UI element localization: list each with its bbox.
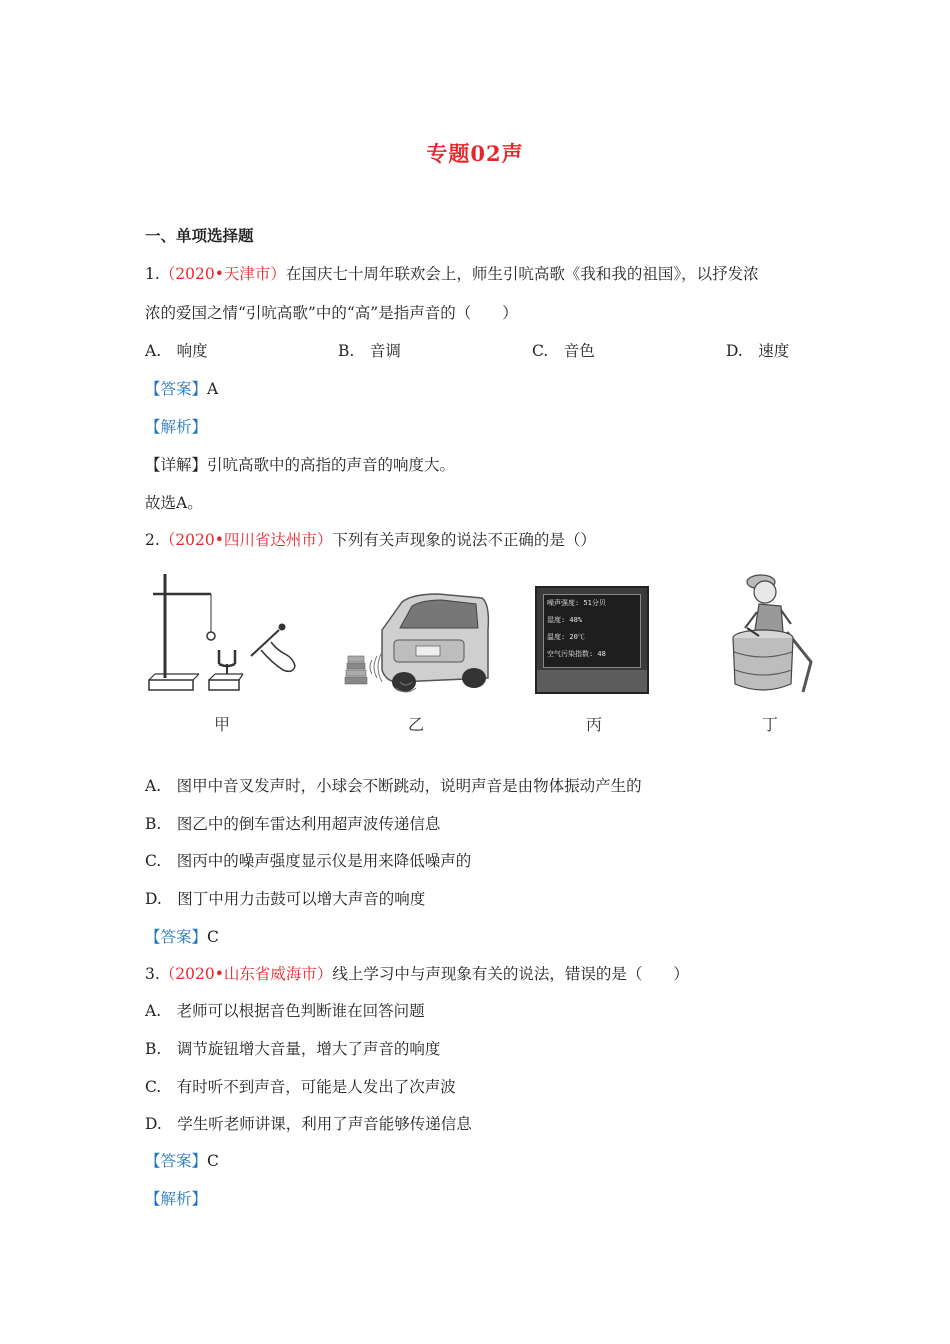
display-row: 湿度: 48% <box>547 616 583 624</box>
q2-option-b: B. 图乙中的倒车雷达利用超声波传递信息 <box>145 815 441 833</box>
q2-answer <box>145 927 219 947</box>
question-text: 下列有关声现象的说法不正确的是（） <box>332 531 596 549</box>
q3-analysis-tag: 【解析】 <box>145 1190 208 1208</box>
q2-option-d: D. 图丁中用力击鼓可以增大声音的响度 <box>145 890 426 908</box>
detail-tag: 【详解】 <box>145 456 208 474</box>
question-source: （2020•四川省达州市） <box>159 531 333 549</box>
answer-value: C <box>207 928 219 946</box>
q1-answer <box>145 379 218 399</box>
q3-option-c: C. 有时听不到声音，可能是人发出了次声波 <box>145 1078 456 1096</box>
display-row: 空气污染指数: 48 <box>547 650 606 658</box>
q1-option-b: B. 音调 <box>338 342 401 360</box>
answer-tag: 【答案】 <box>145 928 208 946</box>
answer-tag: 【答案】 <box>145 380 208 398</box>
detail-text: 引吭高歌中的高指的声音的响度大。 <box>207 456 456 474</box>
question-number: 2. <box>145 531 160 549</box>
answer-value: A <box>207 380 219 398</box>
question-1-line-2: 浓的爱国之情“引吭高歌”中的“高”是指声音的（ ） <box>145 304 518 322</box>
question-text: 在国庆七十周年联欢会上，师生引吭高歌《我和我的祖国》，以抒发浓 <box>285 265 759 283</box>
q3-answer <box>145 1151 219 1171</box>
figure-label-jia: 甲 <box>214 715 231 734</box>
question-text: 线上学习中与声现象有关的说法，错误的是（ ） <box>332 965 689 983</box>
question-3-line <box>145 964 689 984</box>
q1-option-c: C. 音色 <box>532 342 595 360</box>
question-1-line-1 <box>145 264 759 284</box>
figure-tuning-fork <box>143 570 303 700</box>
q1-option-d: D. 速度 <box>726 342 790 360</box>
q3-option-a: A. 老师可以根据音色判断谁在回答问题 <box>145 1002 425 1020</box>
q2-option-c: C. 图丙中的噪声强度显示仪是用来降低噪声的 <box>145 852 472 870</box>
question-source: （2020•山东省威海市） <box>159 965 333 983</box>
q3-option-b: B. 调节旋钮增大音量，增大了声音的响度 <box>145 1040 441 1058</box>
figure-drummer <box>725 566 825 698</box>
section-heading: 一、单项选择题 <box>145 226 254 245</box>
q1-detail <box>145 455 455 475</box>
display-row: 噪声强度: 51分贝 <box>547 599 606 607</box>
figure-reversing-radar-car <box>342 570 492 700</box>
q1-analysis-tag: 【解析】 <box>145 418 208 436</box>
answer-value: C <box>207 1152 219 1170</box>
display-row: 温度: 20℃ <box>547 633 585 641</box>
figure-label-bing: 丙 <box>586 715 603 734</box>
question-2-line <box>145 530 596 550</box>
figure-label-ding: 丁 <box>762 715 779 734</box>
question-source: （2020•天津市） <box>159 265 286 283</box>
page-title: 专题02声 <box>426 141 524 166</box>
q2-option-a: A. 图甲中音叉发声时，小球会不断跳动，说明声音是由物体振动产生的 <box>145 777 642 795</box>
display-screen <box>543 594 641 668</box>
q3-option-d: D. 学生听老师讲课，利用了声音能够传递信息 <box>145 1115 472 1133</box>
display-background-scenery <box>537 670 647 692</box>
question-number: 3. <box>145 965 160 983</box>
figure-label-yi: 乙 <box>408 715 425 734</box>
answer-tag: 【答案】 <box>145 1152 208 1170</box>
question-number: 1. <box>145 265 160 283</box>
q1-option-a: A. 响度 <box>145 342 208 360</box>
q1-conclusion: 故选A。 <box>145 494 203 512</box>
figure-noise-display <box>535 586 649 694</box>
